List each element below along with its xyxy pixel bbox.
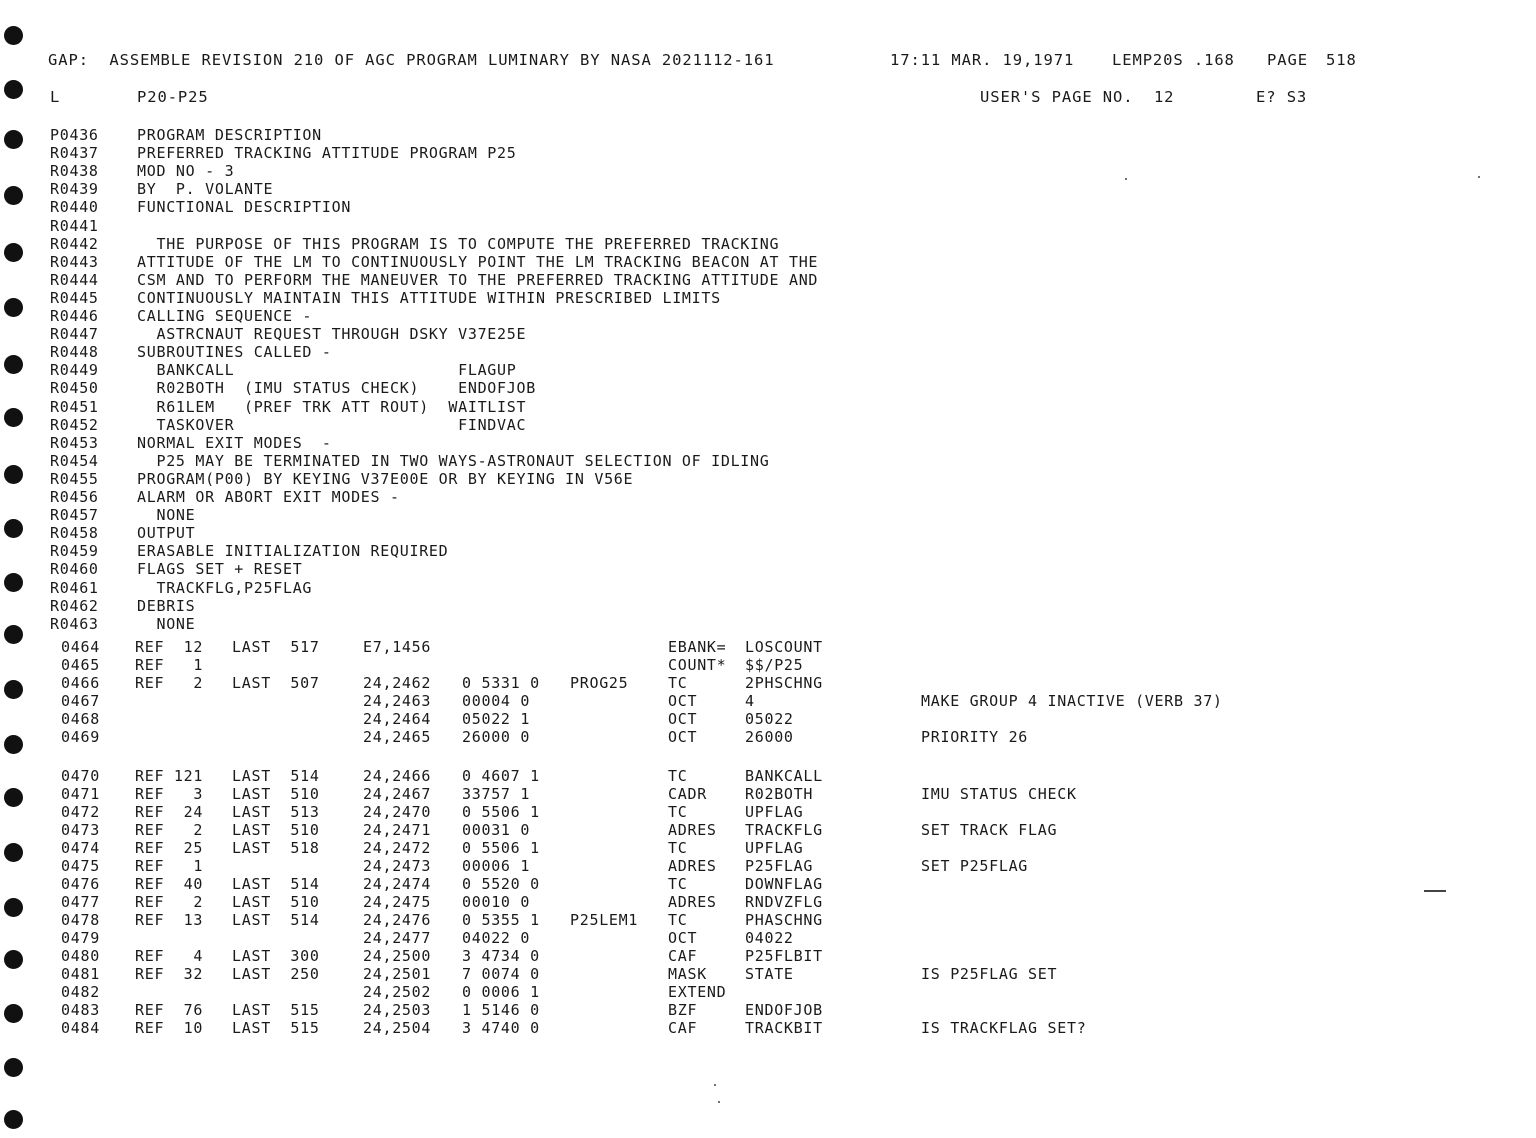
remark-line — [0, 524, 1536, 542]
opcode: EBANK= — [668, 638, 727, 656]
remark-text: MOD NO - 3 — [137, 162, 235, 181]
comment: SET P25FLAG — [921, 857, 1029, 875]
comment: IMU STATUS CHECK — [921, 785, 1077, 803]
line-number: 0470 — [61, 767, 100, 785]
remark-text: CSM AND TO PERFORM THE MANEUVER TO THE PREFERRED TRACKING ATTITUDE AND — [137, 270, 819, 289]
line-number: R0446 — [50, 307, 99, 325]
line-number: R0440 — [50, 198, 99, 217]
remark-line — [0, 488, 1536, 506]
remark-text: P25 MAY BE TERMINATED IN TWO WAYS-ASTRONAUT SELECTION OF IDLING — [137, 451, 770, 470]
symbol-label: PROG25 — [570, 674, 629, 692]
last-ref: LAST 513 — [232, 803, 320, 821]
line-number: 0484 — [61, 1019, 100, 1037]
ref-count: REF 24 — [135, 803, 204, 821]
operand: LOSCOUNT — [745, 638, 823, 656]
operand: P25FLAG — [745, 857, 814, 875]
line-number: R0444 — [50, 270, 99, 289]
remark-line — [0, 416, 1536, 434]
code-line — [0, 839, 1536, 857]
octal-word: 3 4740 0 — [462, 1019, 540, 1037]
operand: RNDVZFLG — [745, 893, 823, 911]
remark-text: CALLING SEQUENCE - — [137, 307, 313, 325]
line-number: R0460 — [50, 560, 99, 579]
address: 24,2475 — [363, 893, 432, 911]
remark-line — [0, 271, 1536, 289]
operand: STATE — [745, 965, 794, 983]
opcode: CADR — [668, 785, 707, 803]
line-number: R0447 — [50, 325, 99, 344]
line-number: R0452 — [50, 415, 99, 434]
line-number: R0454 — [50, 451, 99, 470]
line-number: 0479 — [61, 929, 100, 947]
remark-line — [0, 379, 1536, 397]
address: 24,2476 — [363, 911, 432, 929]
line-number: R0438 — [50, 162, 99, 181]
remark-text: ALARM OR ABORT EXIT MODES - — [137, 488, 400, 506]
address: 24,2477 — [363, 929, 432, 947]
opcode: ADRES — [668, 893, 717, 911]
code-line — [0, 929, 1536, 947]
remark-line — [0, 560, 1536, 578]
remark-text: PROGRAM DESCRIPTION — [137, 126, 322, 144]
last-ref: LAST 510 — [232, 785, 320, 803]
ref-count: REF 1 — [135, 656, 204, 674]
operand: P25FLBIT — [745, 947, 823, 965]
header-job: LEMP20S .168 — [1112, 51, 1235, 69]
address: E7,1456 — [363, 638, 432, 656]
line-number: R0441 — [50, 216, 99, 235]
remark-text: DEBRIS — [137, 596, 196, 615]
octal-word: 0 5520 0 — [462, 875, 540, 893]
octal-word: 00004 0 — [462, 692, 531, 710]
remark-text: TASKOVER FINDVAC — [137, 415, 527, 434]
operand: TRACKFLG — [745, 821, 823, 839]
last-ref: LAST 514 — [232, 911, 320, 929]
remark-line — [0, 235, 1536, 253]
line-number: R0457 — [50, 506, 99, 525]
remark-text: OUTPUT — [137, 524, 196, 543]
line-number: R0456 — [50, 488, 99, 506]
binding-hole — [4, 26, 23, 45]
ref-count: REF 2 — [135, 674, 204, 692]
ref-count: REF 4 — [135, 947, 204, 965]
opcode: COUNT* — [668, 656, 727, 674]
line-number: P0436 — [50, 126, 99, 144]
operand: ENDOFJOB — [745, 1001, 823, 1019]
opcode: OCT — [668, 929, 698, 947]
opcode: EXTEND — [668, 983, 727, 1001]
last-ref: LAST 515 — [232, 1001, 320, 1019]
operand: 05022 — [745, 710, 794, 728]
opcode: TC — [668, 674, 688, 692]
remark-line — [0, 506, 1536, 524]
line-number: 0477 — [61, 893, 100, 911]
address: 24,2462 — [363, 674, 432, 692]
line-number: 0480 — [61, 947, 100, 965]
code-line — [0, 692, 1536, 710]
line-number: 0474 — [61, 839, 100, 857]
remark-line — [0, 144, 1536, 162]
address: 24,2503 — [363, 1001, 432, 1019]
line-number: R0453 — [50, 433, 99, 452]
code-line — [0, 965, 1536, 983]
remark-text: THE PURPOSE OF THIS PROGRAM IS TO COMPUTE THE PREFERRED TRACKING — [137, 234, 780, 253]
line-number: R0443 — [50, 252, 99, 271]
remark-line — [0, 343, 1536, 361]
operand: DOWNFLAG — [745, 875, 823, 893]
header-timestamp: 17:11 MAR. 19,1971 — [890, 51, 1075, 69]
line-number: 0482 — [61, 983, 100, 1001]
remark-line — [0, 217, 1536, 235]
line-number: R0462 — [50, 596, 99, 615]
address: 24,2466 — [363, 767, 432, 785]
binding-hole — [4, 80, 23, 99]
remark-text: SUBROUTINES CALLED - — [137, 343, 332, 362]
header-page-number: 518 — [1326, 51, 1357, 69]
address: 24,2471 — [363, 821, 432, 839]
binding-hole — [4, 1110, 23, 1129]
code-line — [0, 983, 1536, 1001]
code-line — [0, 875, 1536, 893]
line-number: R0463 — [50, 614, 99, 633]
ref-count: REF 76 — [135, 1001, 204, 1019]
line-number: 0468 — [61, 710, 100, 728]
operand: 04022 — [745, 929, 794, 947]
opcode: TC — [668, 803, 688, 821]
octal-word: 0 5506 1 — [462, 803, 540, 821]
last-ref: LAST 507 — [232, 674, 320, 692]
octal-word: 7 0074 0 — [462, 965, 540, 983]
comment: SET TRACK FLAG — [921, 821, 1058, 839]
remark-text: PREFERRED TRACKING ATTITUDE PROGRAM P25 — [137, 144, 517, 163]
remark-text: ASTRCNAUT REQUEST THROUGH DSKY V37E25E — [137, 325, 527, 344]
address: 24,2472 — [363, 839, 432, 857]
operand: 2PHSCHNG — [745, 674, 823, 692]
octal-word: 26000 0 — [462, 728, 531, 746]
line-number: 0475 — [61, 857, 100, 875]
remark-text: BANKCALL FLAGUP — [137, 361, 517, 380]
code-line — [0, 674, 1536, 692]
line-number: 0472 — [61, 803, 100, 821]
line-number: R0461 — [50, 578, 99, 597]
address: 24,2473 — [363, 857, 432, 875]
last-ref: LAST 515 — [232, 1019, 320, 1037]
address: 24,2463 — [363, 692, 432, 710]
address: 24,2464 — [363, 710, 432, 728]
code-line — [0, 947, 1536, 965]
opcode: TC — [668, 767, 688, 785]
operand: UPFLAG — [745, 839, 804, 857]
remark-text: ATTITUDE OF THE LM TO CONTINUOUSLY POINT THE LM TRACKING BEACON AT THE — [137, 252, 819, 271]
last-ref: LAST 510 — [232, 821, 320, 839]
opcode: OCT — [668, 692, 698, 710]
remark-text: NONE — [137, 506, 196, 525]
remark-line — [0, 452, 1536, 470]
operand: BANKCALL — [745, 767, 823, 785]
code-line — [0, 857, 1536, 875]
ref-count: REF 3 — [135, 785, 204, 803]
remark-line — [0, 398, 1536, 416]
code-line — [0, 710, 1536, 728]
ref-count: REF 121 — [135, 767, 204, 785]
comment: IS P25FLAG SET — [921, 965, 1058, 983]
octal-word: 0 5355 1 — [462, 911, 540, 929]
comment: MAKE GROUP 4 INACTIVE (VERB 37) — [921, 692, 1223, 710]
operand: R02BOTH — [745, 785, 814, 803]
opcode: TC — [668, 875, 688, 893]
code-line — [0, 656, 1536, 674]
comment: PRIORITY 26 — [921, 728, 1029, 746]
octal-word: 00031 0 — [462, 821, 531, 839]
scan-speck — [718, 1101, 720, 1103]
last-ref: LAST 518 — [232, 839, 320, 857]
line-number: 0476 — [61, 875, 100, 893]
line-number: R0450 — [50, 379, 99, 398]
remark-line — [0, 434, 1536, 452]
line-number: R0458 — [50, 524, 99, 543]
line-number: 0464 — [61, 638, 100, 656]
line-number: R0455 — [50, 469, 99, 488]
remark-text: CONTINUOUSLY MAINTAIN THIS ATTITUDE WITHIN PRESCRIBED LIMITS — [137, 288, 721, 307]
last-ref: LAST 510 — [232, 893, 320, 911]
remark-line — [0, 542, 1536, 560]
address: 24,2474 — [363, 875, 432, 893]
address: 24,2504 — [363, 1019, 432, 1037]
remark-text: BY P. VOLANTE — [137, 180, 274, 199]
octal-word: 00006 1 — [462, 857, 531, 875]
remark-line — [0, 126, 1536, 144]
remark-text: TRACKFLG,P25FLAG — [137, 578, 313, 597]
code-line — [0, 638, 1536, 656]
remark-line — [0, 325, 1536, 343]
ref-count: REF 2 — [135, 821, 204, 839]
remark-line — [0, 289, 1536, 307]
last-ref: LAST 514 — [232, 767, 320, 785]
operand: 4 — [745, 692, 755, 710]
octal-word: 0 5331 0 — [462, 674, 540, 692]
page-code: E? S3 — [1256, 88, 1308, 106]
opcode: BZF — [668, 1001, 698, 1019]
scan-speck — [714, 1084, 716, 1086]
ref-count: REF 32 — [135, 965, 204, 983]
comment: IS TRACKFLAG SET? — [921, 1019, 1087, 1037]
header-page-label: PAGE — [1267, 51, 1308, 69]
remark-text: R61LEM (PREF TRK ATT ROUT) WAITLIST — [137, 397, 527, 416]
remark-text: ERASABLE INITIALIZATION REQUIRED — [137, 542, 449, 561]
remark-text: NONE — [137, 614, 196, 633]
listing-type: L — [50, 88, 61, 106]
code-line — [0, 1019, 1536, 1037]
remark-text: FUNCTIONAL DESCRIPTION — [137, 198, 352, 217]
octal-word: 0 0006 1 — [462, 983, 540, 1001]
ref-count: REF 25 — [135, 839, 204, 857]
remark-text: R02BOTH (IMU STATUS CHECK) ENDOFJOB — [137, 379, 536, 398]
address: 24,2501 — [363, 965, 432, 983]
operand: TRACKBIT — [745, 1019, 823, 1037]
remark-line — [0, 615, 1536, 633]
ref-count: REF 1 — [135, 857, 204, 875]
section-title: P20-P25 — [137, 88, 209, 106]
operand: UPFLAG — [745, 803, 804, 821]
remark-line — [0, 253, 1536, 271]
octal-word: 0 5506 1 — [462, 839, 540, 857]
octal-word: 3 4734 0 — [462, 947, 540, 965]
line-number: R0459 — [50, 542, 99, 561]
line-number: 0466 — [61, 674, 100, 692]
line-number: R0448 — [50, 343, 99, 362]
opcode: MASK — [668, 965, 707, 983]
ref-count: REF 2 — [135, 893, 204, 911]
octal-word: 04022 0 — [462, 929, 531, 947]
opcode: CAF — [668, 947, 698, 965]
code-line — [0, 1001, 1536, 1019]
opcode: ADRES — [668, 821, 717, 839]
opcode: ADRES — [668, 857, 717, 875]
address: 24,2465 — [363, 728, 432, 746]
code-line — [0, 911, 1536, 929]
opcode: CAF — [668, 1019, 698, 1037]
address: 24,2467 — [363, 785, 432, 803]
users-page-number: USER'S PAGE NO. 12 — [980, 88, 1175, 106]
ref-count: REF 13 — [135, 911, 204, 929]
line-number: 0471 — [61, 785, 100, 803]
operand: 26000 — [745, 728, 794, 746]
ref-count: REF 10 — [135, 1019, 204, 1037]
remark-line — [0, 361, 1536, 379]
line-number: 0478 — [61, 911, 100, 929]
code-line — [0, 785, 1536, 803]
code-line — [0, 767, 1536, 785]
code-line — [0, 821, 1536, 839]
last-ref: LAST 514 — [232, 875, 320, 893]
remark-text: FLAGS SET + RESET — [137, 560, 303, 579]
opcode: OCT — [668, 710, 698, 728]
address: 24,2502 — [363, 983, 432, 1001]
octal-word: 33757 1 — [462, 785, 531, 803]
remark-text: PROGRAM(P00) BY KEYING V37E00E OR BY KEYING IN V56E — [137, 469, 634, 488]
last-ref: LAST 300 — [232, 947, 320, 965]
line-number: 0469 — [61, 728, 100, 746]
opcode: TC — [668, 911, 688, 929]
ref-count: REF 40 — [135, 875, 204, 893]
line-number: R0439 — [50, 180, 99, 199]
binding-hole — [4, 1058, 23, 1077]
octal-word: 05022 1 — [462, 710, 531, 728]
line-number: R0437 — [50, 144, 99, 163]
address: 24,2470 — [363, 803, 432, 821]
remark-line — [0, 198, 1536, 216]
header-title: GAP: ASSEMBLE REVISION 210 OF AGC PROGRAM LUMINARY BY NASA 2021112-161 — [48, 51, 775, 69]
remark-line — [0, 470, 1536, 488]
line-number: R0451 — [50, 397, 99, 416]
line-number: R0445 — [50, 288, 99, 307]
line-number: R0442 — [50, 234, 99, 253]
operand: PHASCHNG — [745, 911, 823, 929]
opcode: TC — [668, 839, 688, 857]
line-number: 0467 — [61, 692, 100, 710]
code-line — [0, 893, 1536, 911]
remark-line — [0, 579, 1536, 597]
line-number: 0465 — [61, 656, 100, 674]
line-number: 0473 — [61, 821, 100, 839]
remark-line — [0, 597, 1536, 615]
last-ref: LAST 517 — [232, 638, 320, 656]
last-ref: LAST 250 — [232, 965, 320, 983]
ref-count: REF 12 — [135, 638, 204, 656]
symbol-label: P25LEM1 — [570, 911, 639, 929]
line-number: 0483 — [61, 1001, 100, 1019]
line-number: 0481 — [61, 965, 100, 983]
remark-line — [0, 180, 1536, 198]
octal-word: 0 4607 1 — [462, 767, 540, 785]
address: 24,2500 — [363, 947, 432, 965]
code-line — [0, 728, 1536, 746]
octal-word: 1 5146 0 — [462, 1001, 540, 1019]
octal-word: 00010 0 — [462, 893, 531, 911]
operand: $$/P25 — [745, 656, 804, 674]
remark-line — [0, 307, 1536, 325]
remark-line — [0, 162, 1536, 180]
code-line — [0, 803, 1536, 821]
line-number: R0449 — [50, 361, 99, 380]
opcode: OCT — [668, 728, 698, 746]
remark-text: NORMAL EXIT MODES - — [137, 433, 332, 452]
